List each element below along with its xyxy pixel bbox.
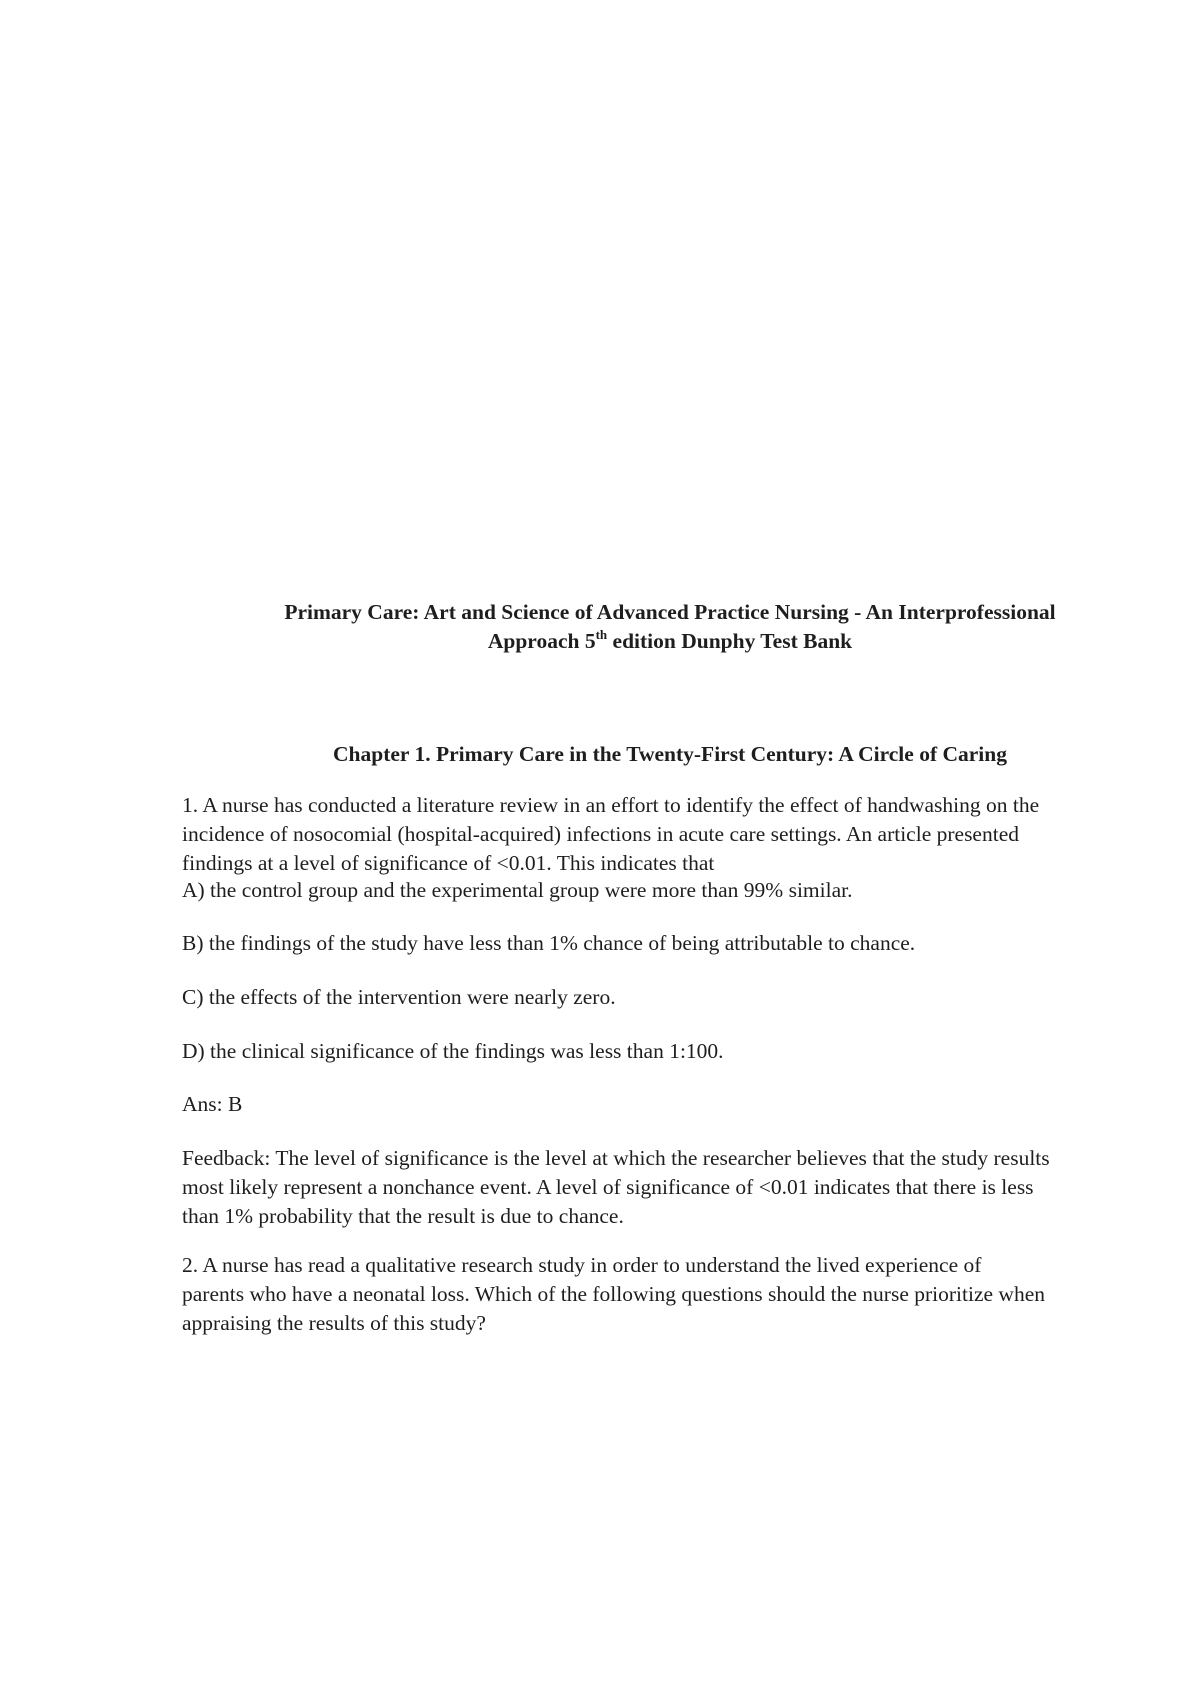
edition-superscript: th (595, 626, 608, 642)
feedback-line: than 1% probability that the result is due to chance. (182, 1204, 624, 1228)
book-title-line-1: Primary Care: Art and Science of Advanced Practice Nursing - An Interprofessional (284, 600, 1056, 624)
question-1-line: findings at a level of significance of <0.01. This indicates that (182, 851, 715, 875)
book-title-line-2-end: edition Dunphy Test Bank (607, 629, 853, 653)
question-2-line: appraising the results of this study? (182, 1311, 486, 1335)
question-1-line: incidence of nosocomial (hospital-acquired) infections in acute care settings. An article presented (182, 822, 1019, 846)
question-1-option-c: C) the effects of the intervention were nearly zero. (182, 985, 616, 1009)
feedback-line: Feedback: The level of significance is the level at which the researcher believes that the study results (182, 1146, 1050, 1170)
question-1-line: 1. A nurse has conducted a literature review in an effort to identify the effect of handwashing on the (182, 793, 1040, 817)
question-1-feedback (182, 1144, 1162, 1231)
book-title-line-2 (140, 627, 1191, 656)
question-1-stem (182, 791, 1162, 878)
question-2-stem (182, 1251, 1162, 1338)
book-title-line-2-start: Approach 5 (487, 629, 596, 653)
feedback-line: most likely represent a nonchance event. A level of significance of <0.01 indicates that there is less (182, 1175, 1034, 1199)
question-2-line: 2. A nurse has read a qualitative research study in order to understand the lived experience of (182, 1253, 982, 1277)
question-2-line: parents who have a neonatal loss. Which of the following questions should the nurse prioritize when (182, 1282, 1045, 1306)
question-1-option-b: B) the findings of the study have less than 1% chance of being attributable to chance. (182, 931, 916, 955)
question-1-option-d: D) the clinical significance of the findings was less than 1:100. (182, 1039, 724, 1063)
chapter-title: Chapter 1. Primary Care in the Twenty-First Century: A Circle of Caring (333, 742, 1007, 766)
question-1-answer: Ans: B (182, 1092, 243, 1116)
question-1-option-a: A) the control group and the experimental group were more than 99% similar. (182, 878, 853, 902)
book-title (140, 598, 1191, 656)
